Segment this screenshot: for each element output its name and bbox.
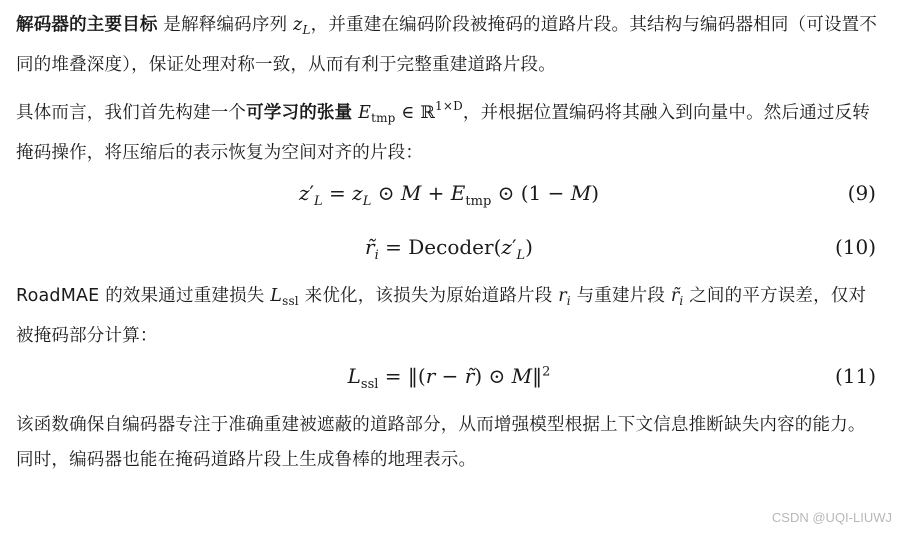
paragraph-loss (16, 279, 882, 354)
equation-9 (16, 171, 882, 225)
equation-number: (9) (847, 181, 876, 205)
bold-term: 可学习的张量 (246, 103, 353, 123)
paragraph-decoder-goal (16, 8, 882, 83)
equation-10 (16, 225, 882, 279)
watermark: CSDN @UQI-LIUWJ (771, 510, 892, 525)
text: ，并重建在编码阶段被掩码的道路片段。其结构与编码器相同（可设置不同的堆叠深度），保证处理对称一致，从而有利于完整重建道路片段。 (16, 15, 878, 75)
text: 来优化，该损失为原始道路片段 (298, 286, 559, 306)
math-L-ssl: $L_{ssl}$ (270, 286, 299, 308)
text: 与重建片段 (570, 286, 671, 306)
equation-number: (11) (834, 364, 876, 388)
document-body (16, 8, 882, 478)
equation-10-formula: $r̃_i$ = $Decoder(z'_L)$ (365, 235, 533, 263)
math-r-tilde-i: $r̃_i$ (670, 286, 684, 308)
text: 具体而言，我们首先构建一个 (16, 103, 247, 123)
math-E-tmp: $E_{tmp}$ (358, 103, 396, 125)
bold-lead: 解码器的主要目标 (16, 15, 158, 35)
text: ，并根据位置编码将其融入到向量中。然后通过反转掩码操作，将压缩后的表示恢复为空间对齐的片段： (16, 103, 871, 163)
equation-number: (10) (834, 235, 876, 259)
equation-11 (16, 354, 882, 408)
math-r-i: $r_i$ (558, 286, 571, 308)
equation-9-formula: $z'_L = z_L$ ⊙ $M + E_{tmp}$ ⊙ (1 − M) (298, 181, 600, 209)
text: 之间的平方误差，仅对被掩码部分计算： (16, 286, 867, 346)
math-z-L: $z_L$ (293, 15, 311, 37)
paragraph-conclusion: 该函数确保自编码器专注于准确重建被遮蔽的道路部分，从而增强模型根据上下文信息推断缺失内容的能力。同时，编码器也能在掩码道路片段上生成鲁棒的地理表示。 (16, 415, 866, 470)
paragraph-learnable-tensor (16, 89, 882, 171)
text: 是解释编码序列 (157, 15, 294, 35)
text: RoadMAE 的效果通过重建损失 (16, 286, 271, 306)
equation-11-formula: $L_{ssl}$ = ‖(r − r̃) ⊙ M‖$^2$ (347, 364, 551, 392)
math-real-space: ∈ ℝ$^{1\times D}$ (401, 99, 463, 123)
